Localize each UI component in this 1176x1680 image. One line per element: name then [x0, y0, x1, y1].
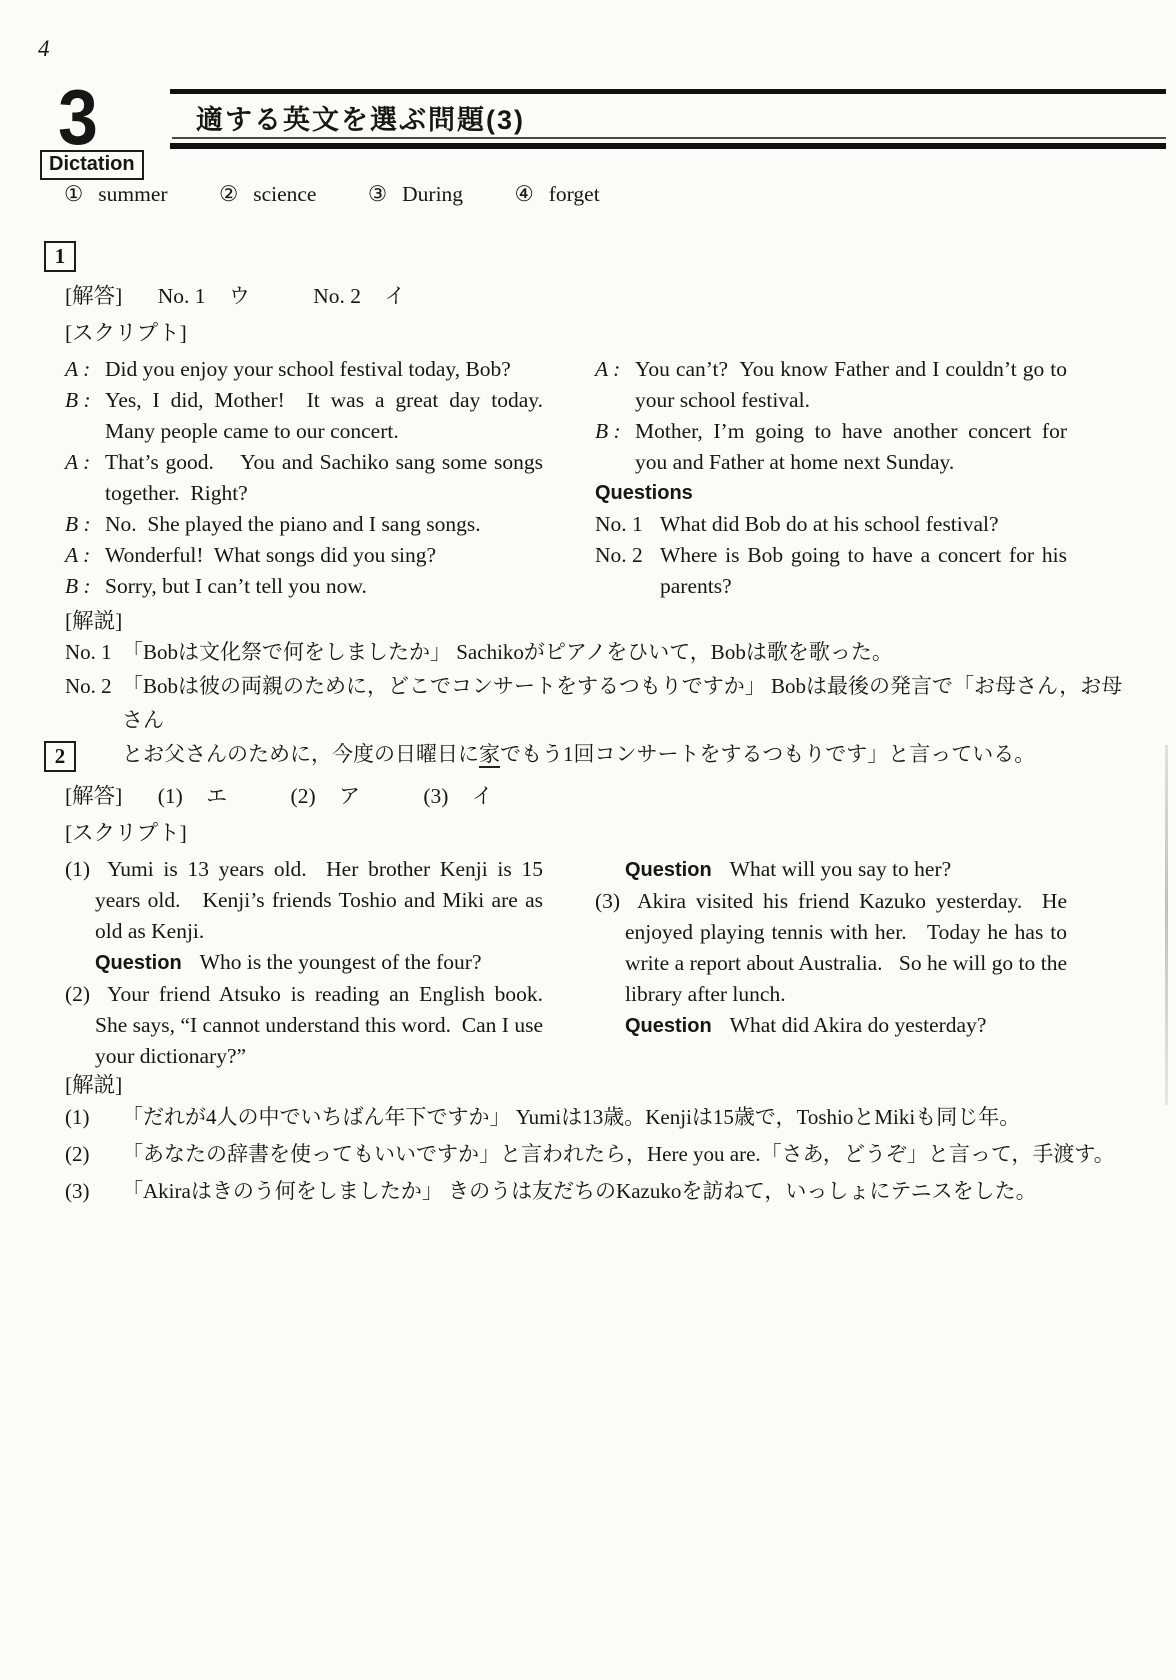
- item-no: (3): [595, 889, 621, 913]
- speaker-label: B :: [65, 574, 91, 598]
- dialogue-line: [65, 571, 543, 602]
- answer-no: No. 1: [157, 284, 206, 308]
- header-rule-middle: [172, 137, 1166, 139]
- question-no: No. 2: [595, 543, 643, 567]
- script-item: [65, 854, 549, 947]
- question-label: Question: [625, 1015, 712, 1037]
- explanation-item: [65, 635, 1123, 669]
- answer-choice: エ: [206, 784, 228, 808]
- answer-choice: イ: [384, 284, 406, 308]
- explanation-text: でもう1回コンサートをするつもりです」と言っている。: [500, 742, 1036, 766]
- speaker-label: A :: [65, 450, 91, 474]
- circled-number: ④: [514, 182, 534, 206]
- explanation-text: 「だれが4人の中でいちばん年下ですか」 Yumiは13歳。Kenjiは15歳で，ToshioとMikiも同じ年。: [122, 1105, 1021, 1129]
- question-no: No. 1: [595, 512, 643, 536]
- item-no: (2): [65, 982, 91, 1006]
- circled-number: ①: [64, 182, 84, 206]
- script-column-left: [65, 854, 554, 1072]
- dictation-word: forget: [548, 182, 600, 206]
- dialogue-text: Wonderful! What songs did you sing?: [105, 543, 437, 567]
- speaker-label: B :: [595, 419, 621, 443]
- dialogue-text: Did you enjoy your school festival today, Bob?: [105, 357, 511, 381]
- answer-choice: ア: [338, 784, 360, 808]
- dialogue-line: [65, 385, 554, 447]
- scan-artifact-streak: [1165, 745, 1168, 1105]
- header-rule-top: [170, 89, 1166, 94]
- question-text: What did Bob do at his school festival?: [660, 512, 999, 536]
- questions-heading: Questions: [595, 482, 693, 504]
- question-text: Who is the youngest of the four?: [199, 950, 482, 974]
- question-line: [65, 947, 543, 979]
- dialogue-line: [595, 416, 1073, 478]
- dictation-word: science: [253, 182, 317, 206]
- dictation-word: summer: [98, 182, 168, 206]
- dictation-item: [368, 182, 463, 206]
- question-item: [595, 509, 1067, 540]
- explanation-label: [解説]: [65, 609, 123, 633]
- question-text: What will you say to her?: [729, 857, 952, 881]
- answer-no: (2): [290, 784, 316, 808]
- script-item: [595, 886, 1073, 1010]
- explanation-item: [65, 1099, 1123, 1136]
- explanation-label: [解説]: [65, 1073, 123, 1097]
- explanation-text: 「Bobは文化祭で何をしましたか」 Sachikoがピアノをひいて，Bobは歌を歌った。: [122, 640, 893, 664]
- speaker-label: A :: [65, 543, 91, 567]
- dialogue-line: [65, 447, 549, 509]
- answer-label: [解答]: [65, 784, 123, 808]
- dictation-word: During: [402, 182, 464, 206]
- dialogue-text: Mother, I’m going to have another concert for you and Father at home next Sunday.: [635, 419, 1073, 474]
- dictation-item: [64, 182, 168, 206]
- speaker-label: B :: [65, 388, 91, 412]
- answer-choice: ウ: [228, 284, 250, 308]
- dialogue-line: [595, 354, 1073, 416]
- dialogue-line: [65, 509, 543, 540]
- dictation-item: [219, 182, 317, 206]
- dialogue-text: No. She played the piano and I sang songs.: [105, 512, 481, 536]
- script-label: [スクリプト]: [65, 321, 187, 345]
- item-text: Akira visited his friend Kazuko yesterday. He enjoyed playing tennis with her. Today he has to write a report about Australia. So he will go to the library after lunch.: [625, 889, 1073, 1006]
- explanation-item: [65, 1173, 1123, 1210]
- dialogue-line: [65, 540, 543, 571]
- header-rule-bottom: [170, 143, 1166, 149]
- answer-choice: イ: [471, 784, 493, 808]
- explanation-text: 「Bobは彼の両親のために，どこでコンサートをするつもりですか」 Bobは最後の発言で「お母さん，お母さん: [122, 674, 1123, 732]
- explanation-no: (3): [65, 1179, 90, 1203]
- question-text: What did Akira do yesterday?: [729, 1013, 987, 1037]
- section-2: [54, 741, 1123, 1210]
- explanation-text: 「Akiraはきのう何をしましたか」 きのうは友だちのKazukoを訪ねて，いっしょにテニスをした。: [122, 1179, 1037, 1203]
- speaker-label: A :: [595, 357, 621, 381]
- unit-title: 適する英文を選ぶ問題(3): [196, 105, 525, 135]
- dictation-label: Dictation: [40, 150, 144, 180]
- question-label: Question: [95, 952, 182, 974]
- circled-number: ②: [218, 182, 239, 206]
- item-text: Yumi is 13 years old. Her brother Kenji is 15 years old. Kenji’s friends Toshio and Miki are as old as Kenji.: [95, 857, 549, 943]
- dialogue-text: Sorry, but I can’t tell you now.: [105, 574, 367, 598]
- answer-line: [65, 779, 1123, 810]
- answer-label: [解答]: [65, 284, 123, 308]
- explanation-text: とお父さんのために，今度の日曜日に: [122, 742, 479, 766]
- question-label: Question: [625, 859, 712, 881]
- section-number-box: 2: [44, 741, 76, 772]
- item-no: (1): [65, 857, 91, 881]
- dialogue-line: [65, 354, 543, 385]
- explanation-text: 「あなたの辞書を使ってもいいですか」と言われたら，Here you are.「さあ，どうぞ」と言って，手渡す。: [122, 1142, 1115, 1166]
- item-text: Your friend Atsuko is reading an English book. She says, “I cannot understand this word. Can I use your dictionary?”: [95, 982, 554, 1068]
- dictation-words: [64, 182, 646, 207]
- dialogue-text: Yes, I did, Mother! It was a great day today. Many people came to our concert.: [105, 388, 554, 443]
- script-label: [スクリプト]: [65, 821, 187, 845]
- section-1: [54, 241, 1123, 771]
- explanation-no: (2): [65, 1142, 90, 1166]
- question-text: Where is Bob going to have a concert for his parents?: [660, 543, 1067, 598]
- explanation-no: No. 2: [65, 674, 112, 698]
- question-item: [595, 540, 1067, 602]
- answer-no: (3): [423, 784, 449, 808]
- script-column-right: [595, 854, 1073, 1072]
- unit-number: 3: [58, 73, 98, 161]
- answer-line: [65, 279, 1123, 310]
- answer-no: (1): [157, 784, 183, 808]
- explanation-no: No. 1: [65, 640, 112, 664]
- circled-number: ③: [367, 182, 388, 206]
- page-number: 4: [38, 36, 50, 61]
- dialogue-text: You can’t? You know Father and I couldn’t go to your school festival.: [635, 357, 1073, 412]
- explanation-item: [65, 1136, 1123, 1173]
- answer-no: No. 2: [313, 284, 362, 308]
- script-columns: [65, 854, 1123, 1072]
- speaker-label: A :: [65, 357, 91, 381]
- script-column-right: [595, 354, 1073, 602]
- dictation-item: [514, 182, 599, 206]
- question-line: [595, 1010, 1067, 1042]
- section-number-box: 1: [44, 241, 76, 272]
- underlined-word: 家: [479, 742, 500, 766]
- question-line: [595, 854, 1067, 886]
- explanation-item: [65, 669, 1123, 737]
- speaker-label: B :: [65, 512, 91, 536]
- dialogue-text: That’s good. You and Sachiko sang some songs together. Right?: [105, 450, 549, 505]
- script-columns: [65, 354, 1123, 602]
- explanation-no: (1): [65, 1105, 90, 1129]
- script-column-left: [65, 354, 554, 602]
- script-item: [65, 979, 554, 1072]
